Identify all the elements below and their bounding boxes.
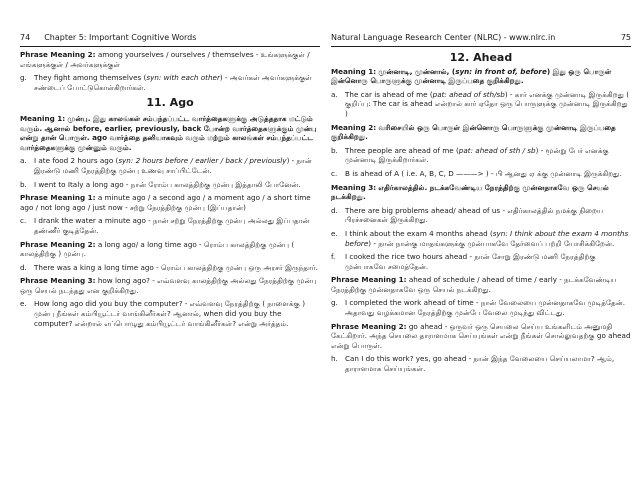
phrase-meaning-paragraph [20,240,320,259]
example-text: The car is ahead of me (pat: ahead of sth/sb) - கார் எனக்கு முன்னாடி இருக்கிறது ( குறிப்பு: The car is ahead என்றால் கார் ஏதோ ஒரு பொருளுக்கு முன்னாடி இருக்கிறது ) [345,89,630,118]
phrase-meaning-label: Phrase Meaning 1: [20,193,96,203]
example-label: g. [20,73,27,83]
example-label: c. [20,216,27,226]
left-page [20,0,320,493]
example-label: b. [331,145,338,155]
phrase-meaning-paragraph [331,322,631,351]
example-text: I cooked the rice two hours ahead - நான் சோறு இரண்டு மணி நேரத்திற்கு முன்பாகவே சமைத்தேன். [345,252,596,271]
example-item [20,263,320,273]
meaning-label: Meaning 1: [20,113,66,123]
example-label: e. [331,228,338,238]
phrase-meaning-paragraph [20,50,320,69]
example-item [331,298,631,317]
example-label: a. [331,89,338,99]
example-item [20,299,320,328]
meaning-text: வரிசையில் ஒரு பொருள் இன்னொரு பொருளுக்கு முன்னாடி இருப்பதை குறிக்கிறது. [331,122,616,142]
meaning-label: Meaning 2: [331,122,377,132]
example-item [331,146,631,165]
phrase-meaning-label: Phrase Meaning 2: [20,239,96,249]
phrase-meaning-text: go ahead - ஒருவர் ஒரு செயலை செய்ய உங்களிடம் அனுமதி கேட்கிறார். அந்த செயலை தாராளமாக செய்யுங்கள் என்று நீங்கள் சொல்லுவதற்கு go ahead என்று பொருள். [331,321,631,350]
example-text: There was a king a long time ago - ரொம்ப காலத்திற்கு முன்பு ஒரு அரசர் இருந்தார். [34,262,318,272]
example-text: I ate food 2 hours ago (syn: 2 hours before / earlier / back / previously) - நான் இரண்டு மணி நேரத்திற்கு முன்பு உணவு சாப்பிட்டேன். [34,156,312,175]
example-text: I drank the water a minute ago - நான் சற்று நேரத்திற்கு முன்பு அல்லது இப்பதான் தண்ணீர் குடித்தேன். [34,216,310,235]
right-page-content [331,47,631,374]
meaning-paragraph [331,67,631,86]
phrase-meaning-text: how long ago? - எவ்வளவு காலத்திற்கு அல்லது நேரத்திற்கு முன்பு ஒரு செயல் நடந்தது என குறிக்கிறது. [20,276,317,295]
example-text: How long ago did you buy the computer? - எவ்வளவு நேரத்திற்கு ( நாளைக்கு ) முன்பு நீங்கள் கம்பியூட்டர் வாங்கினீர்கள்? ஆனால், when did you buy the computer? என்றால் எப்பொழுது கம்பியூட்டர் வாங்கினீர்கள்? என்று அர்த்தம். [34,299,305,328]
chapter-title: Chapter 5: Important Cognitive Words [44,32,197,42]
example-text: I completed the work ahead of time - நான் வேலையை முன்னதாகவே முடித்தேன். அதாவது வழக்கமான நேரத்திற்கு முன்பே வேலை முடிந்து விட்டது. [345,298,626,318]
phrase-meaning-label: Phrase Meaning 3: [20,276,96,286]
section-title: 11. Ago [146,96,194,110]
example-text: Three people are ahead of me (pat: ahead of sth / sb) - மூன்று பேர் எனக்கு முன்னாடி இருக்கிறார்கள். [345,145,609,165]
example-label: f. [331,252,336,262]
phrase-meaning-paragraph [331,275,631,294]
example-item [20,216,320,235]
section-title: 12. Ahead [449,51,513,64]
example-item [331,206,631,225]
right-page-header [331,30,631,47]
example-item [331,252,631,271]
phrase-meaning-paragraph [20,276,320,295]
meaning-text: முன்னாடி, முன்னால், (syn: in front of, before) இது ஒரு பொருள் இன்னொரு பொருளுக்கு முன்னாடி இருப்பதை குறிக்கிறது. [331,66,612,86]
page-number: 75 [620,32,631,42]
meaning-label: Meaning 3: [331,182,377,192]
phrase-meaning-text: a minute ago / a second ago / a moment ago / a short time ago / not long ago / just now - சற்று நேரத்திற்கு முன்பு (இப்பதான்) [20,193,311,212]
example-item [20,180,320,190]
phrase-meaning-text: among yourselves / ourselves / themselves - உங்களுக்குள் / எங்களுக்குள் / அவர்களுக்குள் [20,50,310,69]
page-number: 74 [20,32,31,42]
phrase-meaning-text: ahead of schedule / ahead of time / early - நடக்கவேண்டிய நேரத்திற்கு முன்னதாகவே ஒரு செயல் நடக்கிறது. [331,275,617,294]
phrase-meaning-paragraph [20,193,320,212]
example-label: c. [331,168,338,178]
phrase-meaning-label: Phrase Meaning 2: [20,50,96,59]
meaning-text: முன்பு. இது காலங்கள் சம்பந்தப்பட்ட வார்த்தைகளுக்கு அடுத்ததாக மட்டும் வரும். ஆனால் before, earlier, previously, back போன்ற வார்த்தைகளுக்கும் முன்பு என்று தான் பொருள். ago வார்த்தை தனியாகவும் வரும் மற்றும் காலங்கள் சம்பந்தப்பட்ட வார்த்தைகளுக்கு முன்னும் வரும். [20,113,317,152]
phrase-meaning-label: Phrase Meaning 1: [331,275,407,285]
example-item [20,73,320,92]
example-label: b. [20,179,27,189]
phrase-meaning-text: a long ago/ a long time ago - ரொம்ப காலத்திற்கு முன்பு ( காலத்திற்கு ) முன்பு. [20,239,295,259]
example-text: They fight among themselves (syn: with each other) - அவர்கள் அவர்களுக்குள் சண்டைப் போட்டுகொள்கிறார்கள். [34,73,312,92]
example-item [331,169,631,179]
example-label: e. [20,299,27,309]
left-page-header [20,30,320,47]
example-text: I think about the exam 4 months ahead (syn: I think about the exam 4 months before) - நான் நான்கு மாதங்களுக்கு முன்பாகவே தேர்வைப் பற்றி யோசிக்கிறேன். [345,228,629,248]
meaning-paragraph [331,183,631,202]
example-text: Can I do this work? yes, go ahead - நான் இந்த வேலையை செய்யலாமா? ஆம், தாராளமாக செய்யுங்கள். [345,354,615,374]
meaning-label: Meaning 1: [331,66,377,76]
meaning-paragraph [20,114,320,152]
example-item [20,156,320,175]
left-page-content [20,47,320,328]
meaning-text: எதிர்காலத்தில். நடக்கவேண்டிய நேரத்திற்கு முன்னதாகவே ஒரு செயல் நடக்கிறது. [331,182,609,202]
example-text: I went to Italy a long ago - நான் ரோம்ப காலத்திற்கு முன்பு இத்தாலி போனேன். [34,179,301,189]
example-label: g. [331,298,338,308]
phrase-meaning-label: Phrase Meaning 2: [331,321,407,331]
example-label: d. [331,205,338,215]
example-item [331,229,631,248]
example-item [331,354,631,373]
right-page [331,0,631,493]
meaning-paragraph [331,123,631,142]
example-item [331,90,631,119]
site-title: Natural Language Research Center (NLRC) - www.nlrc.in [331,32,556,42]
example-text: B is ahead of A ( i.e. A, B, C, D ———> ) - பி ஆனது ஏ க்கு முன்னாடி இருக்கிறது. [345,168,622,178]
example-text: There are big problems ahead/ ahead of us - எதிர்காலத்தில் நமக்கு நிறைய பிரச்சனைகள் இருக்கிறது. [345,205,604,225]
example-label: h. [331,354,338,364]
example-label: a. [20,156,27,166]
example-label: d. [20,262,27,272]
